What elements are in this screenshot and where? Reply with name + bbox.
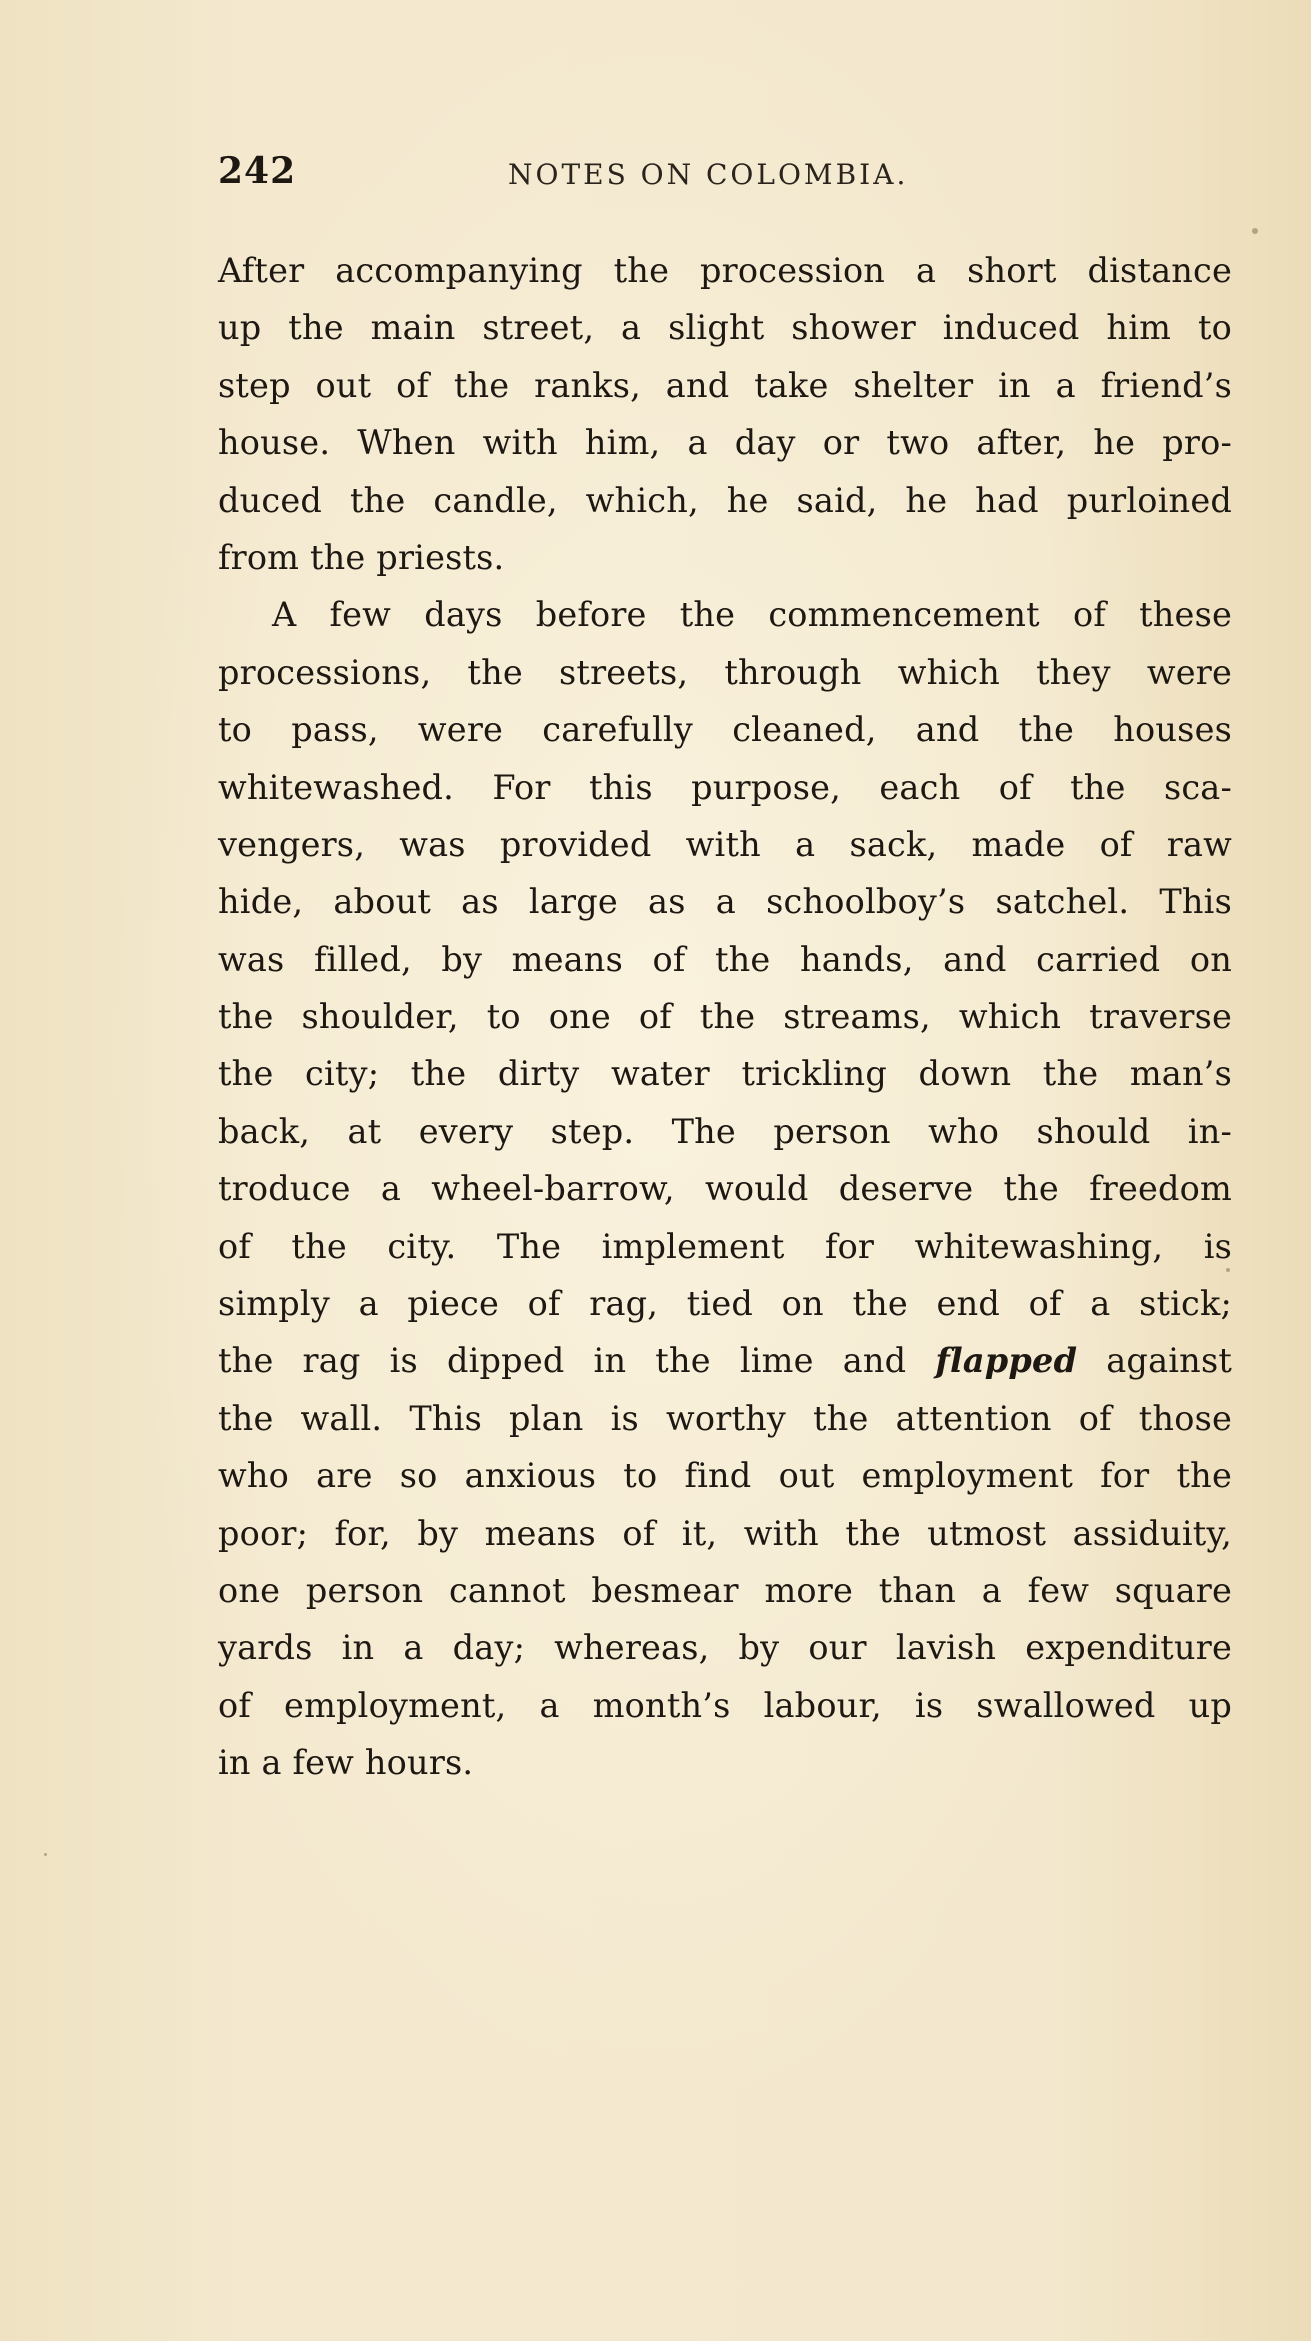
text-line: hide, about as large as a schoolboy’s satchel. This — [218, 882, 1232, 922]
text-line: simply a piece of rag, tied on the end of a stick; — [218, 1284, 1232, 1324]
text-line: one person cannot besmear more than a few square — [218, 1570, 1232, 1610]
text-line-with-italic — [218, 1332, 1232, 1389]
text-line: troduce a wheel-barrow, would deserve the freedom — [218, 1169, 1232, 1209]
text-line: up the main street, a slight shower induced him to — [218, 308, 1232, 348]
text-line: back, at every step. The person who should in- — [218, 1111, 1232, 1151]
ink-speck — [1252, 228, 1258, 234]
text-line: step out of the ranks, and take shelter in a friend’s — [218, 365, 1232, 405]
text-line: of employment, a month’s labour, is swallowed up — [218, 1685, 1232, 1725]
ink-speck — [44, 1853, 47, 1856]
text-line: whitewashed. For this purpose, each of the sca- — [218, 767, 1232, 807]
text-line: After accompanying the procession a short distance — [218, 251, 1232, 290]
text-line: was filled, by means of the hands, and carried on — [218, 939, 1232, 979]
text-line: to pass, were carefully cleaned, and the houses — [218, 710, 1232, 750]
body-text — [218, 242, 1232, 1792]
text-line: the shoulder, to one of the streams, which traverse — [218, 997, 1232, 1037]
text-line: yards in a day; whereas, by our lavish expenditure — [218, 1628, 1232, 1668]
text-line: poor; for, by means of it, with the utmost assiduity, — [218, 1513, 1232, 1553]
ink-speck — [1226, 1268, 1230, 1272]
text-line: of the city. The implement for whitewashing, is — [218, 1226, 1232, 1266]
page-header — [218, 150, 958, 210]
text-line: house. When with him, a day or two after, he pro- — [218, 423, 1232, 463]
text-segment: against — [1077, 1341, 1232, 1381]
text-line: the wall. This plan is worthy the attention of those — [218, 1398, 1232, 1438]
italic-word: flapped — [935, 1341, 1078, 1381]
text-line: who are so anxious to find out employment for the — [218, 1456, 1232, 1496]
text-line: from the priests. — [218, 537, 505, 577]
text-line: processions, the streets, through which they were — [218, 652, 1232, 692]
paragraph-first-line: A few days before the commencement of these — [272, 595, 1232, 635]
running-title: NOTES ON COLOMBIA. — [508, 158, 909, 191]
text-line: the city; the dirty water trickling down the man’s — [218, 1054, 1232, 1094]
text-segment: the rag is dipped in the lime and — [218, 1341, 936, 1381]
text-line: vengers, was provided with a sack, made of raw — [218, 824, 1232, 864]
text-line: duced the candle, which, he said, he had purloined — [218, 480, 1232, 520]
page-number: 242 — [218, 150, 297, 192]
text-line: in a few hours. — [218, 1743, 474, 1783]
